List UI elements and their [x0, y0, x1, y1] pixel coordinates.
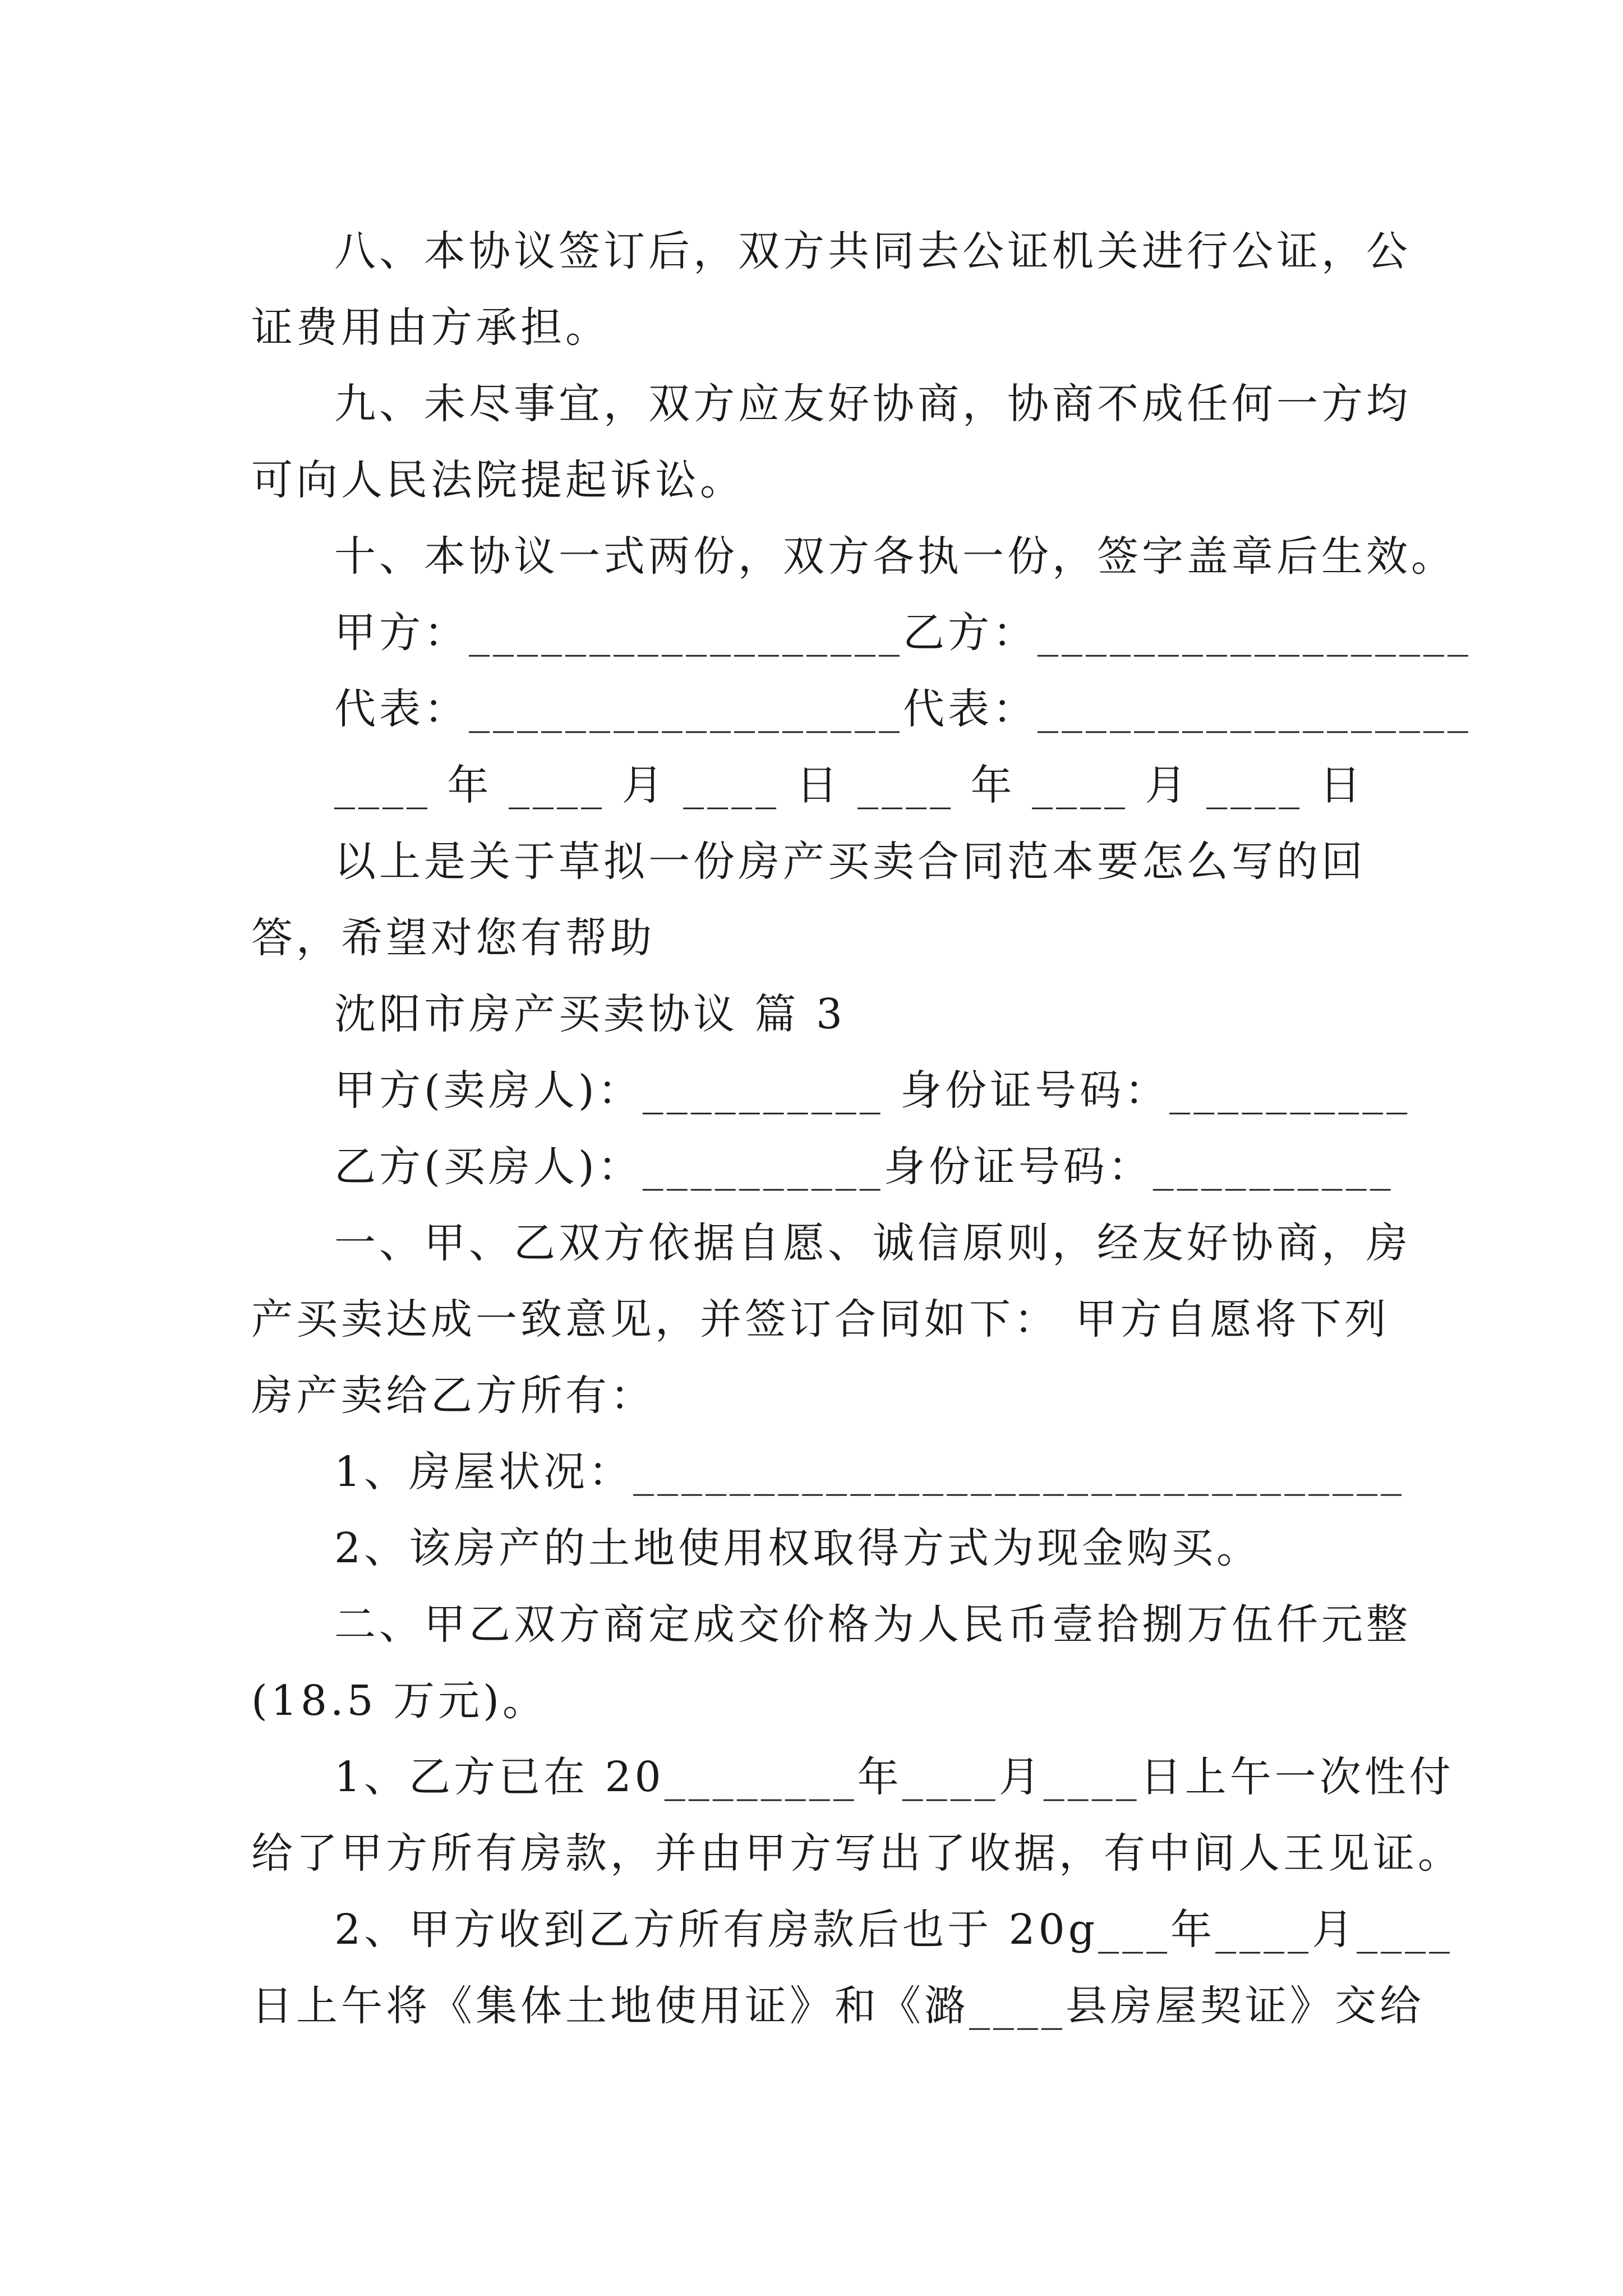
- document-body: [251, 213, 1472, 2044]
- clause-9-line-2: 可向人民法院提起诉讼。: [251, 456, 745, 504]
- closing-remark-line-2: 答，希望对您有帮助: [251, 914, 655, 962]
- clause-10-line: 十、本协议一式两份，双方各执一份，签字盖章后生效。: [334, 532, 1456, 581]
- article-1-line-3: 房产卖给乙方所有：: [251, 1372, 655, 1420]
- article-1-line-2: 产买卖达成一致意见，并签订合同如下： 甲方自愿将下列: [251, 1295, 1390, 1343]
- signature-date-row: ____ 年 ____ 月 ____ 日 ____ 年 ____ 月 ____ 日: [334, 761, 1364, 809]
- closing-remark-line-1: 以上是关于草拟一份房产买卖合同范本要怎么写的回: [334, 838, 1366, 886]
- representative-signature-row: 代表：__________________代表：__________________: [334, 685, 1472, 733]
- article-2-line-1: 二、甲乙双方商定成交价格为人民币壹拾捌万伍仟元整: [334, 1600, 1411, 1649]
- buyer-info-line: 乙方(买房人)：__________身份证号码：__________: [334, 1143, 1394, 1191]
- clause-8-line-2: 证费用由方承担。: [251, 303, 610, 352]
- clause-9-line-1: 九、未尽事宜，双方应友好协商，协商不成任何一方均: [334, 380, 1411, 428]
- article-2-item-2-line-2: 日上午将《集体土地使用证》和《潞____县房屋契证》交给: [251, 1982, 1424, 2030]
- article-2-line-2: (18.5 万元)。: [251, 1677, 548, 1725]
- article-1-item-1: 1、房屋状况：________________________________: [334, 1448, 1405, 1496]
- article-2-item-1-line-1: 1、乙方已在 20________年____月____日上午一次性付: [334, 1753, 1454, 1801]
- clause-8-line-1: 八、本协议签订后，双方共同去公证机关进行公证，公: [334, 227, 1411, 275]
- seller-info-line: 甲方(卖房人)：__________ 身份证号码：__________: [334, 1066, 1411, 1115]
- article-2-item-1-line-2: 给了甲方所有房款，并由甲方写出了收据，有中间人王见证。: [251, 1829, 1463, 1878]
- party-signature-row: 甲方：__________________乙方：__________________: [334, 609, 1472, 657]
- article-1-item-2: 2、该房产的土地使用权取得方式为现金购买。: [334, 1524, 1262, 1572]
- article-1-line-1: 一、甲、乙双方依据自愿、诚信原则，经友好协商，房: [334, 1219, 1411, 1267]
- article-2-item-2-line-1: 2、甲方收到乙方所有房款后也于 20g___年____月____: [334, 1906, 1454, 1954]
- section-heading: 沈阳市房产买卖协议 篇 3: [334, 990, 846, 1038]
